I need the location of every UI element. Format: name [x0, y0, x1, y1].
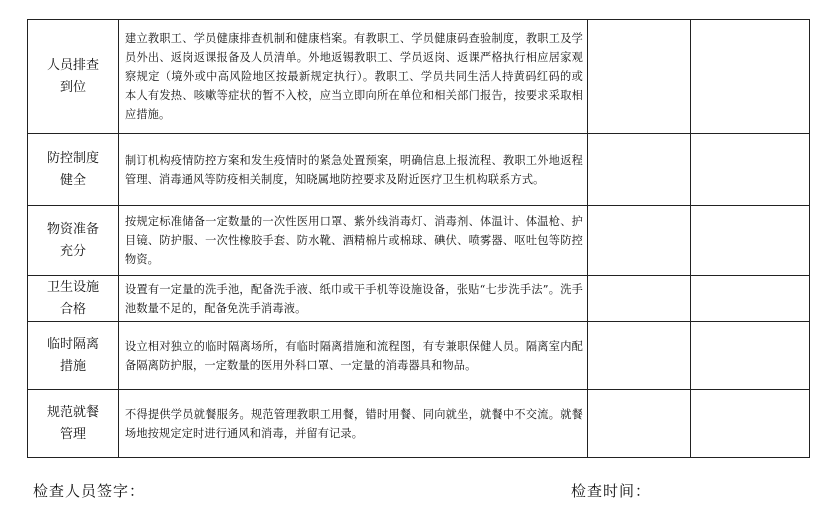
category-label: 措施: [59, 358, 86, 374]
remarks-cell[interactable]: [691, 20, 810, 134]
category-cell: [28, 276, 119, 322]
remarks-cell[interactable]: [691, 276, 810, 322]
category-label: 健全: [59, 172, 86, 188]
inspection-time-label: 检查时间：: [571, 482, 652, 500]
table-row: [28, 134, 810, 206]
category-label: 充分: [59, 243, 86, 259]
table-row: [28, 206, 810, 276]
check-result-cell[interactable]: [588, 390, 691, 458]
check-result-cell[interactable]: [588, 20, 691, 134]
inspection-table: [27, 19, 810, 458]
category-label: 管理: [59, 426, 86, 442]
remarks-cell[interactable]: [691, 206, 810, 276]
inspector-signature-label: 检查人员签字：: [33, 482, 146, 500]
category-cell: [28, 390, 119, 458]
requirement-cell: 制订机构疫情防控方案和发生疫情时的紧急处置预案，明确信息上报流程、教职工外地返程管理、消毒通风等防疫相关制度，知晓属地防控要求及附近医疗卫生机构联系方式。: [119, 134, 588, 206]
category-label: 临时隔离: [46, 336, 99, 352]
table-row: [28, 322, 810, 390]
check-result-cell[interactable]: [588, 276, 691, 322]
requirement-cell: 按规定标准储备一定数量的一次性医用口罩、紫外线消毒灯、消毒剂、体温计、体温枪、护目镜、防护服、一次性橡胶手套、防水靴、酒精棉片或棉球、碘伏、喷雾器、呕吐包等防控物资。: [119, 206, 588, 276]
category-cell: [28, 322, 119, 390]
category-label: 防控制度: [46, 150, 99, 166]
category-label: 物资准备: [46, 221, 99, 237]
category-label: 合格: [59, 301, 86, 317]
table-row: [28, 276, 810, 322]
category-cell: [28, 20, 119, 134]
requirement-cell: 不得提供学员就餐服务。规范管理教职工用餐，错时用餐、同向就坐，就餐中不交流。就餐场地按规定定时进行通风和消毒，并留有记录。: [119, 390, 588, 458]
table-row: [28, 390, 810, 458]
check-result-cell[interactable]: [588, 134, 691, 206]
category-label: 卫生设施: [46, 279, 99, 295]
requirement-cell: 设立相对独立的临时隔离场所，有临时隔离措施和流程图，有专兼职保健人员。隔离室内配备隔离防护服，一定数量的医用外科口罩、一定量的消毒器具和物品。: [119, 322, 588, 390]
check-result-cell[interactable]: [588, 322, 691, 390]
category-cell: [28, 134, 119, 206]
requirement-cell: 建立教职工、学员健康排查机制和健康档案。有教职工、学员健康码查验制度，教职工及学员外出、返岗返课报备及人员清单。外地返锡教职工、学员返岗、返课严格执行相应居家观察规定（境外或中高风险地区按最新规定执行）。教职工、学员共同生活人持黄码红码的或本人有发热、咳嗽等症状的暂不入校，应当立即向所在单位和相关部门报告，按要求采取相应措施。: [119, 20, 588, 134]
remarks-cell[interactable]: [691, 390, 810, 458]
remarks-cell[interactable]: [691, 134, 810, 206]
remarks-cell[interactable]: [691, 322, 810, 390]
category-label: 规范就餐: [46, 404, 99, 420]
table-row: [28, 20, 810, 134]
category-cell: [28, 206, 119, 276]
requirement-cell: 设置有一定量的洗手池，配备洗手液、纸巾或干手机等设施设备，张贴“七步洗手法”。洗手池数量不足的，配备免洗手消毒液。: [119, 276, 588, 322]
category-label: 人员排查: [46, 57, 99, 73]
category-label: 到位: [59, 79, 86, 95]
check-result-cell[interactable]: [588, 206, 691, 276]
